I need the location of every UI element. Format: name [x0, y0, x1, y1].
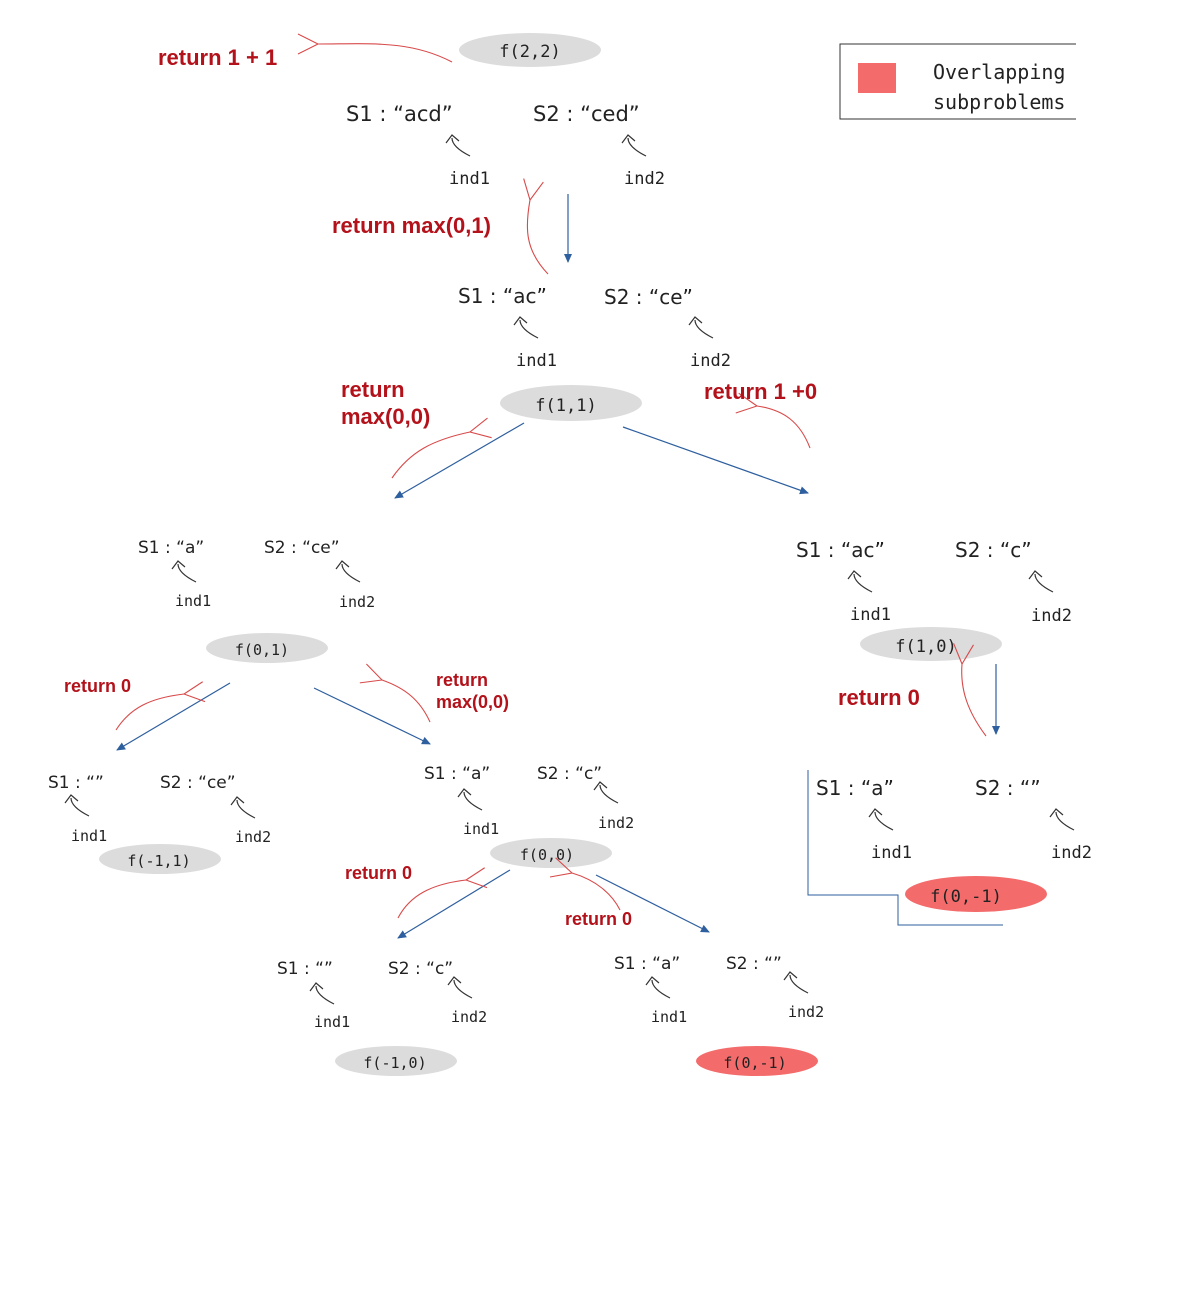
pointer-icon [452, 138, 470, 156]
legend [840, 44, 1076, 119]
l4b-s1: S1 : “a” [614, 954, 681, 974]
l3a-s2: S2 : “ce” [160, 773, 236, 793]
l4a-ind1: ind1 [314, 1013, 351, 1031]
pointer-icon [875, 812, 893, 830]
return-l2-left-line1: return [341, 377, 405, 402]
l3c-ind1: ind1 [871, 843, 912, 863]
return-l1: return max(0,1) [332, 213, 491, 238]
pointer-icon [1056, 812, 1074, 830]
return-arrow-l1 [527, 200, 548, 274]
l3b-s1: S1 : “a” [424, 764, 491, 784]
return-l3-b-line2: max(0,0) [436, 692, 510, 712]
l4a-ind2: ind2 [451, 1008, 488, 1026]
return-arrow-l3-b [382, 680, 430, 722]
l4b-s2: S2 : “” [726, 954, 782, 974]
pointer-icon [600, 785, 618, 803]
return-l3-b-line1: return [436, 670, 489, 690]
pointer-icon [342, 564, 360, 582]
return-root: return 1 + 1 [158, 45, 278, 70]
l1-ind2: ind2 [690, 351, 731, 371]
l3c-ind2: ind2 [1051, 843, 1092, 863]
l3c-s1: S1 : “a” [816, 776, 894, 800]
return-arrow-l2-left [392, 432, 470, 478]
return-l2-right: return 1 +0 [704, 379, 818, 404]
pointer-icon [520, 320, 538, 338]
node-f0m1-right-label: f(0,-1) [930, 887, 1002, 907]
pointer-icon [695, 320, 713, 338]
return-l2-left-line2: max(0,0) [341, 404, 431, 429]
l3a-s1: S1 : “” [48, 773, 104, 793]
l2r-s1: S1 : “ac” [796, 538, 885, 562]
l3c-s2: S2 : “” [975, 776, 1041, 800]
node-f22-label: f(2,2) [499, 42, 561, 62]
return-arrow-l3-c [962, 664, 986, 736]
root-ind2: ind2 [624, 169, 665, 189]
l4a-s1: S1 : “” [277, 959, 333, 979]
return-l4-a: return 0 [345, 863, 413, 883]
pointer-icon [628, 138, 646, 156]
pointer-icon [854, 574, 872, 592]
l2l-ind1: ind1 [175, 592, 212, 610]
root-ind1: ind1 [449, 169, 490, 189]
return-l4-b: return 0 [565, 909, 633, 929]
l2l-s1: S1 : “a” [138, 538, 205, 558]
pointer-icon [71, 798, 89, 816]
node-f11-label: f(1,1) [535, 396, 597, 416]
l3b-ind2: ind2 [598, 814, 635, 832]
pointer-icon [316, 986, 334, 1004]
l1-s2: S2 : “ce” [604, 285, 693, 309]
call-arrow-f01-right [314, 688, 430, 744]
return-l3-a: return 0 [64, 676, 132, 696]
l4a-s2: S2 : “c” [388, 959, 454, 979]
l2r-ind1: ind1 [850, 605, 891, 625]
return-arrow-root [318, 44, 452, 62]
node-f00-label: f(0,0) [519, 846, 575, 864]
root-s1: S1 : “acd” [346, 102, 453, 126]
l4b-ind2: ind2 [788, 1003, 825, 1021]
pointer-icon [652, 980, 670, 998]
return-l3-c: return 0 [838, 685, 920, 710]
root-s2: S2 : “ced” [533, 102, 640, 126]
pointer-icon [1035, 574, 1053, 592]
node-f0m1-bottom-label: f(0,-1) [723, 1054, 787, 1072]
l1-ind1: ind1 [516, 351, 557, 371]
node-f01-label: f(0,1) [234, 641, 290, 659]
l2r-ind2: ind2 [1031, 606, 1072, 626]
l3a-ind1: ind1 [71, 827, 108, 845]
overlap-swatch [858, 63, 896, 93]
l2l-ind2: ind2 [339, 593, 376, 611]
node-fm10-label: f(-1,0) [363, 1054, 427, 1072]
return-arrow-l2-right [757, 406, 810, 448]
return-arrow-l3-a [116, 694, 184, 730]
legend-line-2: subproblems [933, 90, 1066, 114]
l4b-ind1: ind1 [651, 1008, 688, 1026]
l3a-ind2: ind2 [235, 828, 272, 846]
call-arrow-f11-right [623, 427, 808, 493]
l1-s1: S1 : “ac” [458, 284, 547, 308]
call-arrow-f01-left [117, 683, 230, 750]
pointer-icon [790, 975, 808, 993]
pointer-icon [178, 564, 196, 582]
pointer-icon [464, 792, 482, 810]
l2r-s2: S2 : “c” [955, 538, 1032, 562]
l3b-ind1: ind1 [463, 820, 500, 838]
return-arrow-l4-a [398, 880, 466, 918]
l2l-s2: S2 : “ce” [264, 538, 340, 558]
node-fm11-label: f(-1,1) [127, 852, 191, 870]
pointer-icon [454, 980, 472, 998]
call-arrow-f00-left [398, 870, 510, 938]
l3b-s2: S2 : “c” [537, 764, 603, 784]
return-arrow-l4-b [572, 873, 620, 910]
legend-line-1: Overlapping [933, 60, 1066, 84]
pointer-icon [237, 800, 255, 818]
node-f10-label: f(1,0) [895, 637, 957, 657]
